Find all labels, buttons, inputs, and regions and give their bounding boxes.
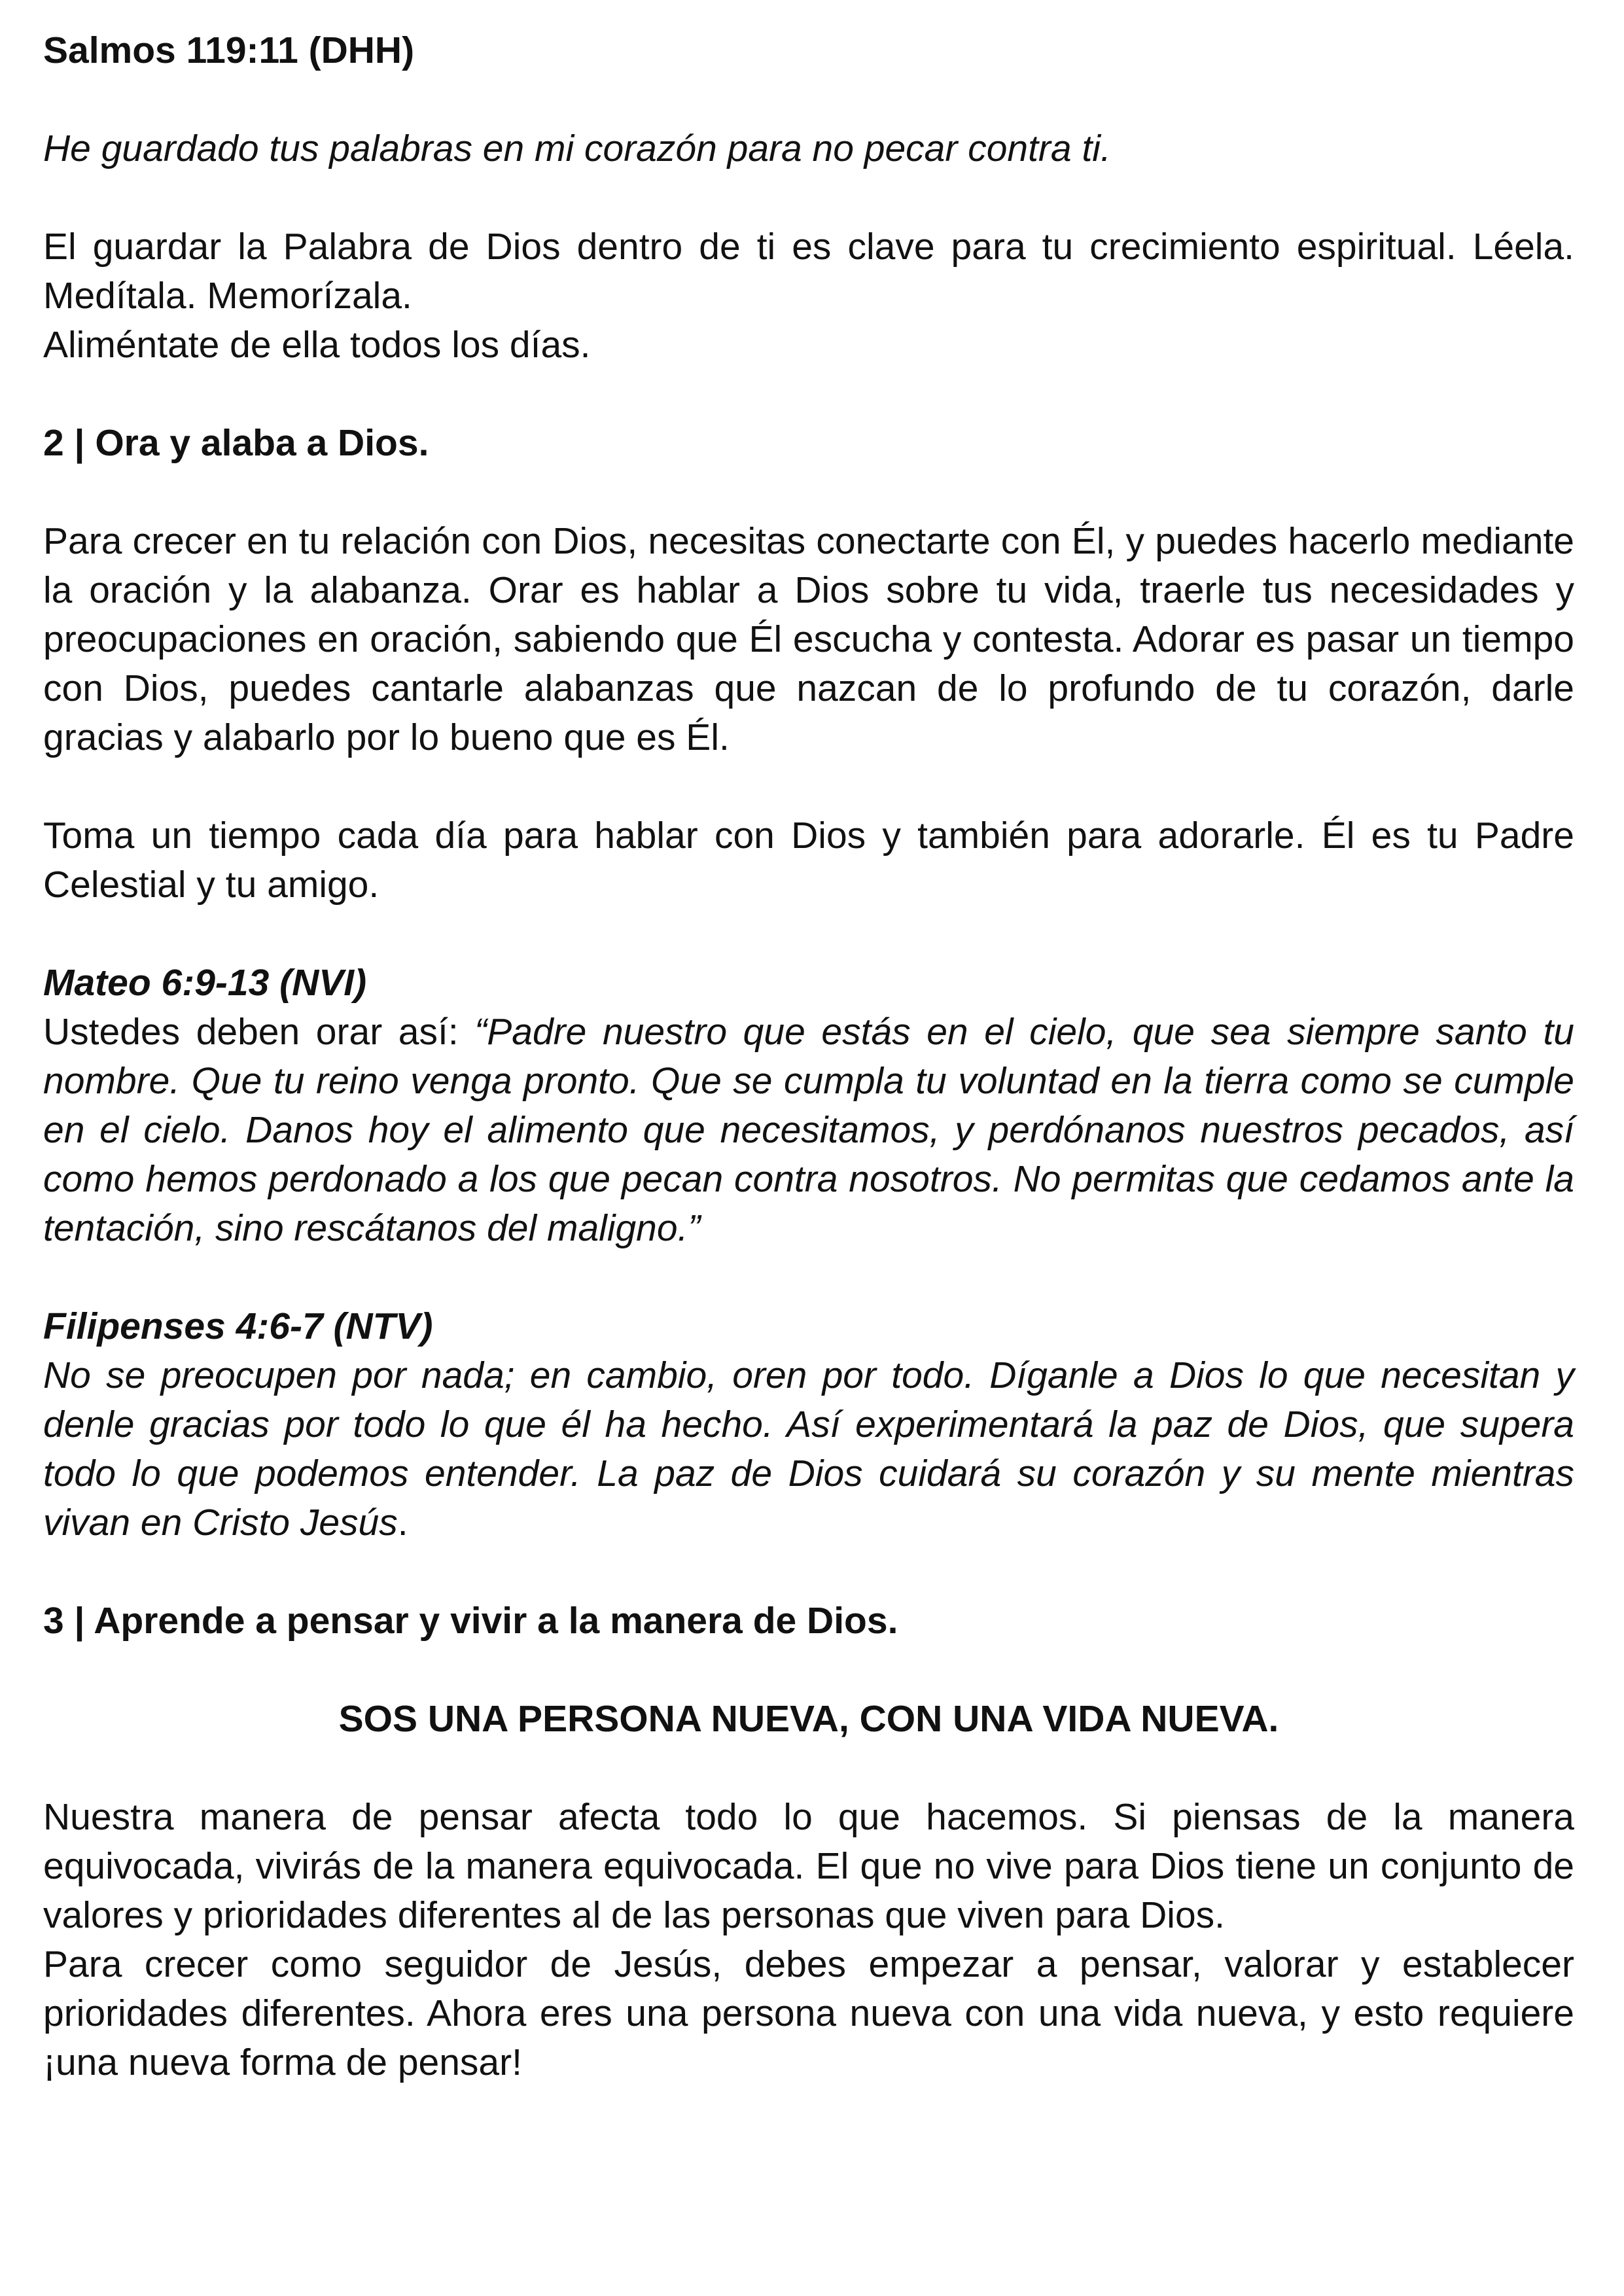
verse-lead-in: Ustedes deben orar así:: [43, 1011, 475, 1053]
lords-prayer-text: “Padre nuestro que estás en el cielo, que sea siempre santo tu nombre. Que tu reino venga pronto. Que se cumpla tu voluntad en la tierra como se cumple en el cielo. Danos hoy el alimento que necesitamos, y perdónanos nuestros pecados, así como hemos perdonado a los que pecan contra nosotros. No permitas que cedamos ante la tentación, sino rescátanos del maligno.”: [43, 1011, 1574, 1249]
philippians-text: No se preocupen por nada; en cambio, oren por todo. Díganle a Dios lo que necesitan y denle gracias por todo lo que él ha hecho. Así experimentará la paz de Dios, que supera todo lo que podemos entender. La paz de Dios cuidará su corazón y su mente mientras vivan en Cristo Jesús: [43, 1354, 1574, 1544]
philippians-period: .: [397, 1502, 408, 1544]
paragraph-feed-daily: Aliméntate de ella todos los días.: [43, 324, 591, 366]
spacer: [43, 762, 1574, 811]
spacer: [43, 1646, 1574, 1695]
spacer: [43, 370, 1574, 419]
paragraph-keep-word: El guardar la Palabra de Dios dentro de ti es clave para tu crecimiento espiritual. Léela. Medítala. Memorízala.: [43, 226, 1574, 317]
spacer: [43, 468, 1574, 517]
paragraph-daily-time: Toma un tiempo cada día para hablar con Dios y también para adorarle. Él es tu Padre Celestial y tu amigo.: [43, 815, 1574, 906]
document-body: [43, 26, 1574, 2087]
spacer: [43, 910, 1574, 959]
paragraph-way-of-thinking: Nuestra manera de pensar afecta todo lo que hacemos. Si piensas de la manera equivocada, vivirás de la manera equivocada. El que no vive para Dios tiene un conjunto de valores y prioridades diferentes al de las personas que viven para Dios.: [43, 1796, 1574, 1936]
scripture-verse-matthew: [43, 1008, 1574, 1253]
scripture-reference-philippians: Filipenses 4:6-7 (NTV): [43, 1305, 433, 1347]
scripture-reference-matthew: Mateo 6:9-13 (NVI): [43, 962, 367, 1004]
scripture-reference-psalms: Salmos 119:11 (DHH): [43, 29, 415, 71]
section-heading-think: 3 | Aprende a pensar y vivir a la manera de Dios.: [43, 1600, 898, 1642]
scripture-verse-psalms: He guardado tus palabras en mi corazón para no pecar contra ti.: [43, 128, 1111, 169]
spacer: [43, 1253, 1574, 1302]
paragraph-grow-follower: Para crecer como seguidor de Jesús, debes empezar a pensar, valorar y establecer prioridades diferentes. Ahora eres una persona nueva con una vida nueva, y esto requiere ¡una nueva forma de pensar!: [43, 1943, 1574, 2083]
section-heading-pray: 2 | Ora y alaba a Dios.: [43, 422, 429, 464]
spacer: [43, 1744, 1574, 1793]
spacer: [43, 1547, 1574, 1597]
paragraph-prayer-worship: Para crecer en tu relación con Dios, necesitas conectarte con Él, y puedes hacerlo mediante la oración y la alabanza. Orar es hablar a Dios sobre tu vida, traerle tus necesidades y preocupaciones en oración, sabiendo que Él escucha y contesta. Adorar es pasar un tiempo con Dios, puedes cantarle alabanzas que nazcan de lo profundo de tu corazón, darle gracias y alabarlo por lo bueno que es Él.: [43, 520, 1574, 758]
banner-new-person: SOS UNA PERSONA NUEVA, CON UNA VIDA NUEVA.: [338, 1698, 1279, 1740]
scripture-verse-philippians: [43, 1351, 1574, 1547]
spacer: [43, 75, 1574, 124]
spacer: [43, 173, 1574, 222]
